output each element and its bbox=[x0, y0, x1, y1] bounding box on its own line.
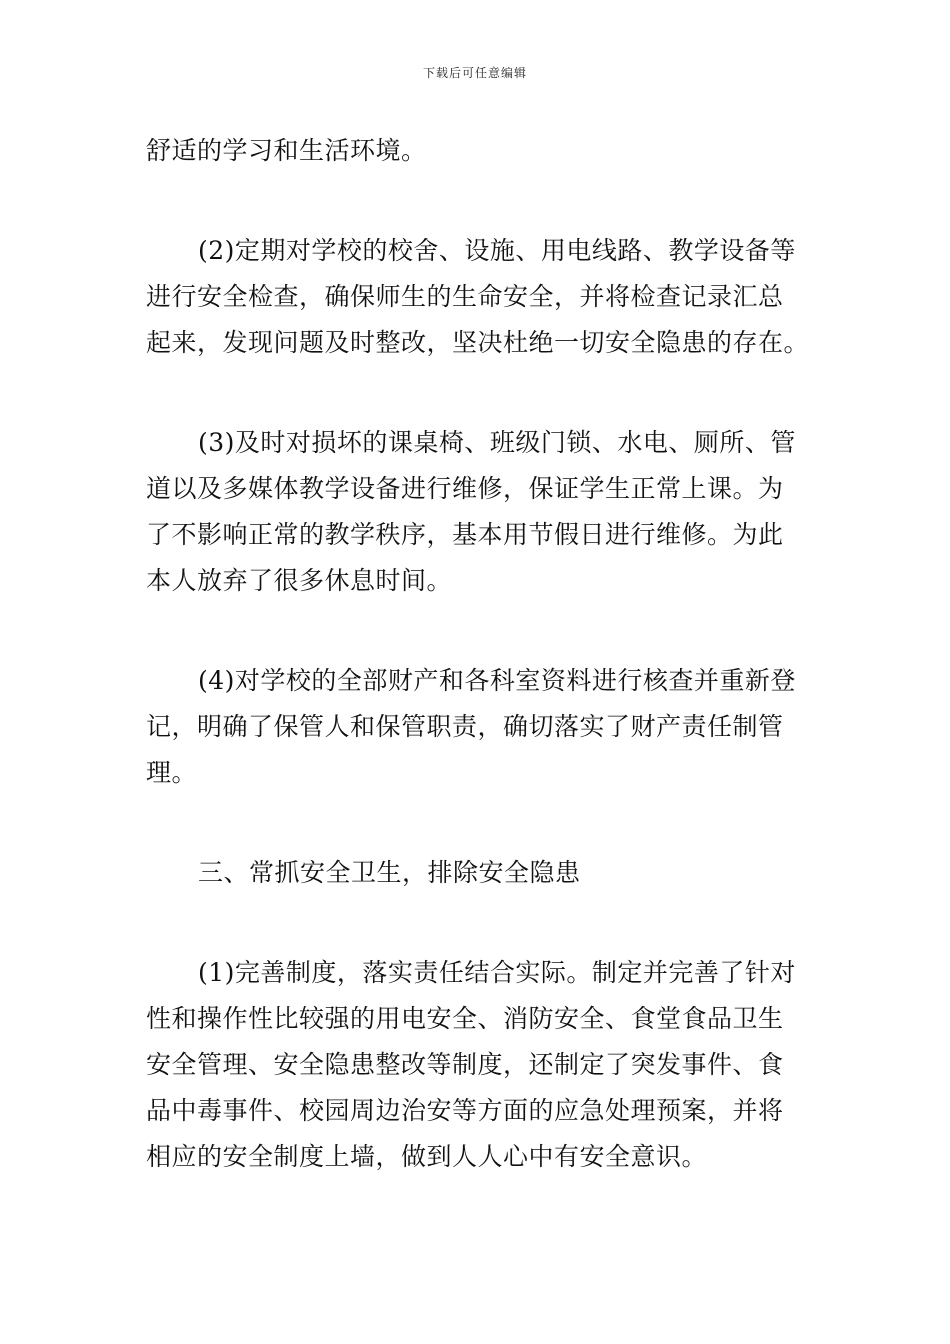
text-line: 舒适的学习和生活环境。 bbox=[146, 136, 427, 165]
text-line: 记，明确了保管人和保管职责，确切落实了财产责任制管 bbox=[146, 712, 784, 741]
text-line: 安全管理、安全隐患整改等制度，还制定了突发事件、食 bbox=[146, 1050, 784, 1079]
text-line: 道以及多媒体教学设备进行维修，保证学生正常上课。为 bbox=[146, 474, 784, 503]
page-header: 下载后可任意编辑 bbox=[422, 66, 527, 80]
text-line: 进行安全检查，确保师生的生命安全，并将检查记录汇总 bbox=[146, 282, 784, 311]
text-line: 理。 bbox=[146, 758, 198, 787]
text-line: 本人放弃了很多休息时间。 bbox=[146, 566, 453, 595]
text-line: (3)及时对损坏的课桌椅、班级门锁、水电、厕所、管 bbox=[198, 428, 796, 457]
section-heading bbox=[146, 850, 810, 896]
paragraph-3 bbox=[146, 420, 810, 604]
text-line: 品中毒事件、校园周边治安等方面的应急处理预案，并将 bbox=[146, 1096, 784, 1125]
paragraph-5 bbox=[146, 950, 810, 1180]
text-line: (2)定期对学校的校舍、设施、用电线路、教学设备等 bbox=[198, 236, 796, 265]
paragraph-4 bbox=[146, 658, 810, 796]
paragraph-2 bbox=[146, 228, 810, 366]
text-line: 相应的安全制度上墙，做到人人心中有安全意识。 bbox=[146, 1142, 708, 1171]
text-line: (1)完善制度，落实责任结合实际。制定并完善了针对 bbox=[198, 958, 796, 987]
heading-line: 三、常抓安全卫生，排除安全隐患 bbox=[198, 858, 581, 887]
text-line: 起来，发现问题及时整改，坚决杜绝一切安全隐患的存在。 bbox=[146, 328, 810, 357]
text-line: 了不影响正常的教学秩序，基本用节假日进行维修。为此 bbox=[146, 520, 784, 549]
text-line: (4)对学校的全部财产和各科室资料进行核查并重新登 bbox=[198, 666, 796, 695]
text-line: 性和操作性比较强的用电安全、消防安全、食堂食品卫生 bbox=[146, 1004, 784, 1033]
paragraph-1 bbox=[146, 128, 810, 174]
document-body bbox=[146, 128, 810, 1180]
